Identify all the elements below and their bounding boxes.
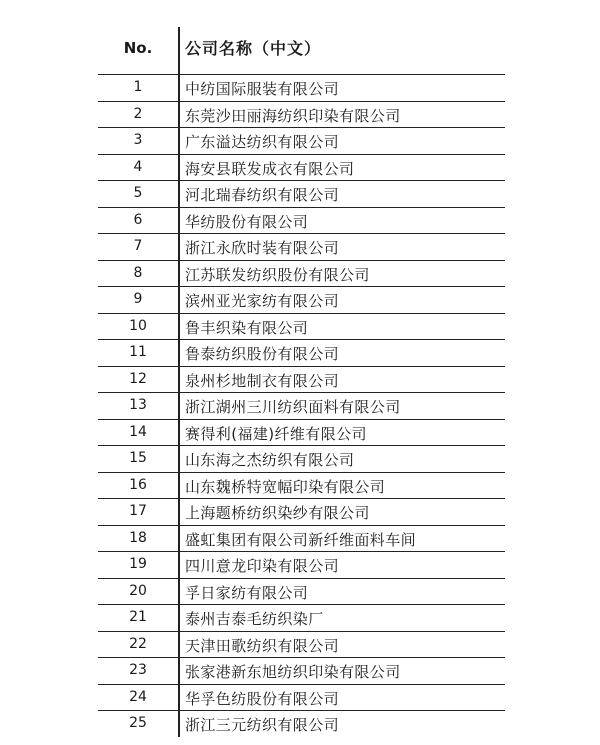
company-table: [98, 27, 505, 734]
table-row: [98, 578, 505, 605]
company-name: 华纺股份有限公司: [185, 212, 309, 231]
company-name: 泉州杉地制衣有限公司: [185, 371, 340, 390]
row-number: 5: [133, 185, 143, 201]
company-name: 滨州亚光家纺有限公司: [185, 292, 340, 310]
table-row: [98, 260, 505, 287]
company-name: 浙江永欣时装有限公司: [185, 239, 340, 257]
header-no: No.: [123, 39, 153, 57]
company-name: 山东魏桥特宽幅印染有限公司: [185, 477, 386, 496]
table-row: [98, 710, 505, 737]
table-row: [98, 472, 505, 499]
company-name: 浙江湖州三川纺织面料有限公司: [185, 398, 401, 416]
row-number: 1: [133, 79, 143, 95]
company-name: 上海题桥纺织染纱有限公司: [185, 504, 370, 522]
table-row: [98, 286, 505, 313]
row-number: 10: [129, 317, 147, 334]
company-name: 鲁泰纺织股份有限公司: [185, 345, 340, 363]
table-row: [98, 498, 505, 525]
row-number: 13: [129, 397, 147, 413]
table-row: [98, 207, 505, 234]
table-row: [98, 339, 505, 366]
company-name: 浙江三元纺织有限公司: [185, 716, 340, 734]
company-name: 中纺国际服装有限公司: [185, 80, 340, 98]
row-number: 8: [133, 264, 143, 281]
row-number: 14: [129, 423, 147, 440]
row-number: 19: [129, 556, 147, 572]
table-row: [98, 233, 505, 260]
company-name: 张家港新东旭纺织印染有限公司: [185, 663, 401, 681]
company-name: 海安县联发成衣有限公司: [185, 159, 355, 178]
company-name: 四川意龙印染有限公司: [185, 557, 340, 575]
company-name: 盛虹集团有限公司新纤维面料车间: [185, 530, 417, 549]
company-name: 泰州吉泰毛纺织染厂: [185, 610, 324, 628]
table-row: [98, 604, 505, 631]
row-number: 15: [129, 450, 147, 466]
company-name: 山东海之杰纺织有限公司: [185, 451, 355, 469]
table-row: [98, 154, 505, 181]
table-row: [98, 525, 505, 552]
table-row: [98, 657, 505, 684]
header-company-name: 公司名称（中文）: [185, 39, 322, 58]
table-row: [98, 631, 505, 658]
row-number: 22: [129, 635, 147, 652]
row-number: 17: [129, 503, 147, 519]
company-name: 华孚色纺股份有限公司: [185, 689, 340, 708]
row-number: 6: [133, 211, 143, 228]
table-row: [98, 366, 505, 393]
table-row: [98, 551, 505, 578]
company-name: 孚日家纺有限公司: [185, 583, 309, 602]
row-number: 12: [129, 370, 147, 387]
row-number: 23: [129, 662, 147, 678]
row-number: 21: [129, 609, 147, 625]
table-row: [98, 684, 505, 711]
table-row: [98, 180, 505, 207]
table-row: [98, 445, 505, 472]
row-number: 20: [129, 582, 147, 599]
row-number: 16: [129, 476, 147, 493]
company-name: 赛得利(福建)纤维有限公司: [185, 424, 367, 443]
table-row: [98, 74, 505, 101]
table-row: [98, 419, 505, 446]
table-row: [98, 313, 505, 340]
row-number: 9: [133, 291, 143, 307]
company-name: 河北瑞春纺织有限公司: [185, 186, 340, 204]
table-header: [98, 27, 505, 74]
company-name: 鲁丰织染有限公司: [185, 318, 309, 337]
company-name: 东莞沙田丽海纺织印染有限公司: [185, 106, 401, 125]
company-name: 广东溢达纺织有限公司: [185, 133, 340, 151]
company-name: 江苏联发纺织股份有限公司: [185, 265, 370, 284]
table-row: [98, 101, 505, 128]
row-number: 3: [133, 132, 143, 148]
row-number: 24: [129, 688, 147, 705]
company-name: 天津田歌纺织有限公司: [185, 636, 340, 655]
row-number: 2: [133, 105, 143, 122]
table-row: [98, 392, 505, 419]
row-number: 11: [129, 344, 147, 360]
row-number: 4: [133, 158, 143, 175]
table-body: [98, 74, 505, 737]
row-number: 7: [133, 238, 143, 254]
table-row: [98, 127, 505, 154]
row-number: 18: [129, 529, 147, 546]
row-number: 25: [129, 715, 147, 731]
